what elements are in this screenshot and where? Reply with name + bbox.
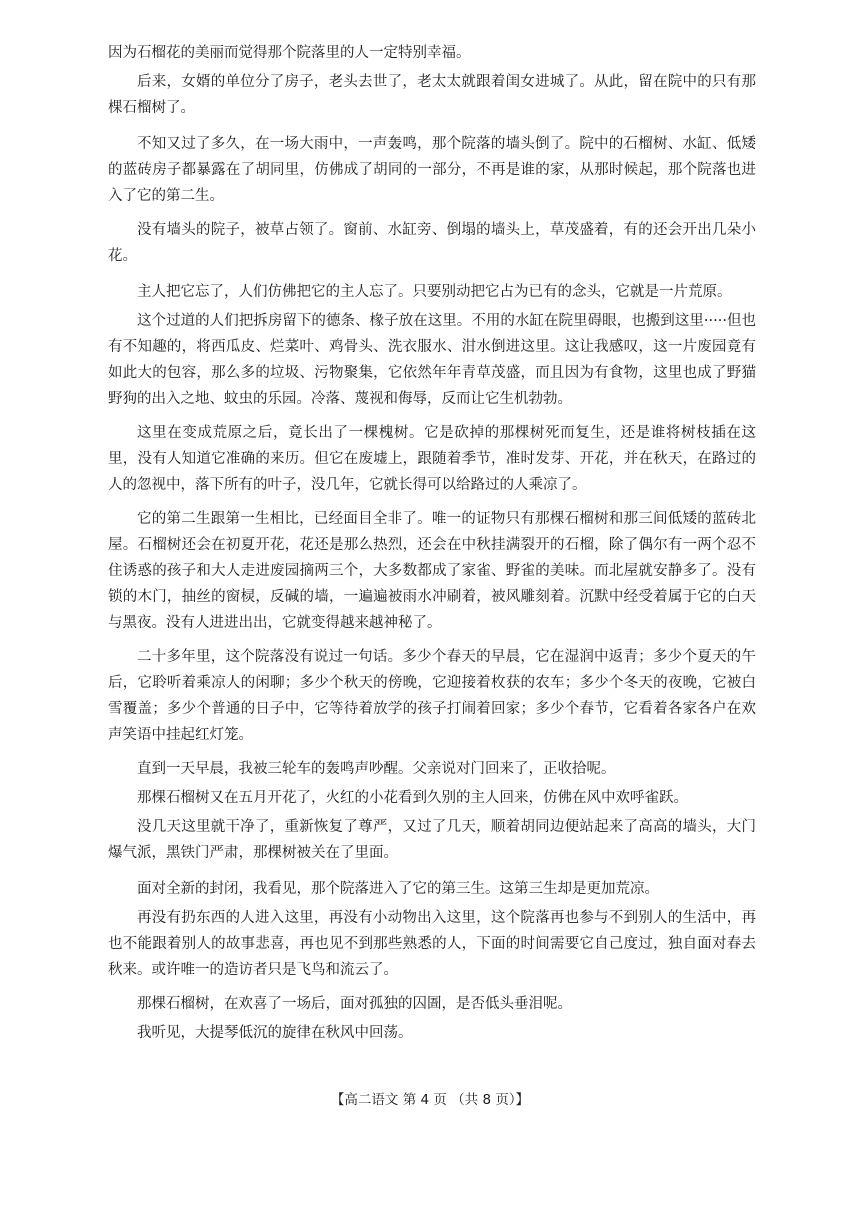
paragraph-8: 它的第二生跟第一生相比，已经面目全非了。唯一的证物只有那棵石榴树和那三间低矮的蓝砖北屋。石榴树还会在初夏开花，花还是那么热烈，还会在中秋挂满裂开的石榴，除了偶尔有一两个忍不住诱惑的孩子和大人走进废园摘两三个，大多数都成了家雀、野雀的美味。而北屋就安静多了。没有锁的木门，抽丝的窗棂，反碱的墙，一遍遍被雨水冲刷着，被风雕刻着。沉默中经受着属于它的白天与黑夜。没有人进进出出，它就变得越来越神秘了。 [108,511,756,631]
page-number-footer: 【高二语文 第 4 页 （共 8 页）】 [330,1092,530,1108]
paragraph-11: 那棵石榴树又在五月开花了，火红的小花看到久别的主人回来，仿佛在风中欢呼雀跃。 [137,790,688,806]
paragraph-5: 主人把它忘了，人们仿佛把它的主人忘了。只要别动把它占为已有的念头，它就是一片荒原。 [137,284,732,300]
paragraph-1: 因为石榴花的美丽而觉得那个院落里的人一定特别幸福。 [108,45,471,61]
paragraph-15: 那棵石榴树，在欢喜了一场后，面对孤独的囚圄，是否低头垂泪呢。 [137,996,572,1012]
paragraph-10: 直到一天早晨，我被三轮车的轰鸣声吵醒。父亲说对门回来了，正收拾呢。 [137,761,616,777]
paragraph-2: 后来，女婿的单位分了房子，老头去世了，老太太就跟着闺女进城了。从此，留在院中的只有那棵石榴树了。 [108,74,756,116]
paragraph-4: 没有墙头的院子，被草占领了。窗前、水缸旁、倒塌的墙头上，草茂盛着，有的还会开出几朵小花。 [108,222,756,264]
paragraph-16: 我听见，大提琴低沉的旋律在秋风中回荡。 [137,1025,413,1041]
paragraph-13: 面对全新的封闭，我看见，那个院落进入了它的第三生。这第三生却是更加荒凉。 [137,881,659,897]
paragraph-14: 再没有扔东西的人进入这里，再没有小动物出入这里，这个院落再也参与不到别人的生活中，再也不能跟着别人的故事悲喜，再也见不到那些熟悉的人，下面的时间需要它自己度过，独自面对春去秋来。或许唯一的造访者只是飞鸟和流云了。 [108,910,756,978]
paragraph-3: 不知又过了多久，在一场大雨中，一声轰鸣，那个院落的墙头倒了。院中的石榴树、水缸、低矮的蓝砖房子都暴露在了胡同里，仿佛成了胡同的一部分，不再是谁的家，从那时候起，那个院落也进入了它的第二生。 [108,136,756,204]
paragraph-6: 这个过道的人们把拆房留下的德条、椽子放在这里。不用的水缸在院里碍眼，也搬到这里·····但也有不知趣的，将西瓜皮、烂菜叶、鸡骨头、洗衣服水、泔水倒进这里。这让我感叹，这一片废园竟有如此大的包容，那么多的垃圾、污物聚集，它依然年年青草茂盛，而且因为有食物，这里也成了野猫野狗的出入之地、蚊虫的乐园。冷落、蔑视和侮辱，反而让它生机勃勃。 [108,313,756,407]
paragraph-7: 这里在变成荒原之后，竟长出了一棵槐树。它是砍掉的那棵树死而复生，还是谁将树枝插在这里，没有人知道它准确的来历。但它在废墟上，跟随着季节，准时发芽、开花，并在秋天，在路过的人的忽视中，落下所有的叶子，没几年，它就长得可以给路过的人乘凉了。 [108,425,756,493]
document-body [108,40,756,1046]
paragraph-12: 没几天这里就干净了，重新恢复了尊严，又过了几天，顺着胡同边便站起来了高高的墙头，大门爆气派，黑铁门严肃，那棵树被关在了里面。 [108,819,756,861]
paragraph-9: 二十多年里，这个院落没有说过一句话。多少个春天的早晨，它在湿润中返青；多少个夏天的午后，它聆听着乘凉人的闲聊；多少个秋天的傍晚，它迎接着枚获的农车；多少个冬天的夜晚，它被白雪覆盖；多少个普通的日子中，它等待着放学的孩子打闹着回家；多少个春节，它看着各家各户在欢声笑语中挂起红灯笼。 [108,649,756,743]
